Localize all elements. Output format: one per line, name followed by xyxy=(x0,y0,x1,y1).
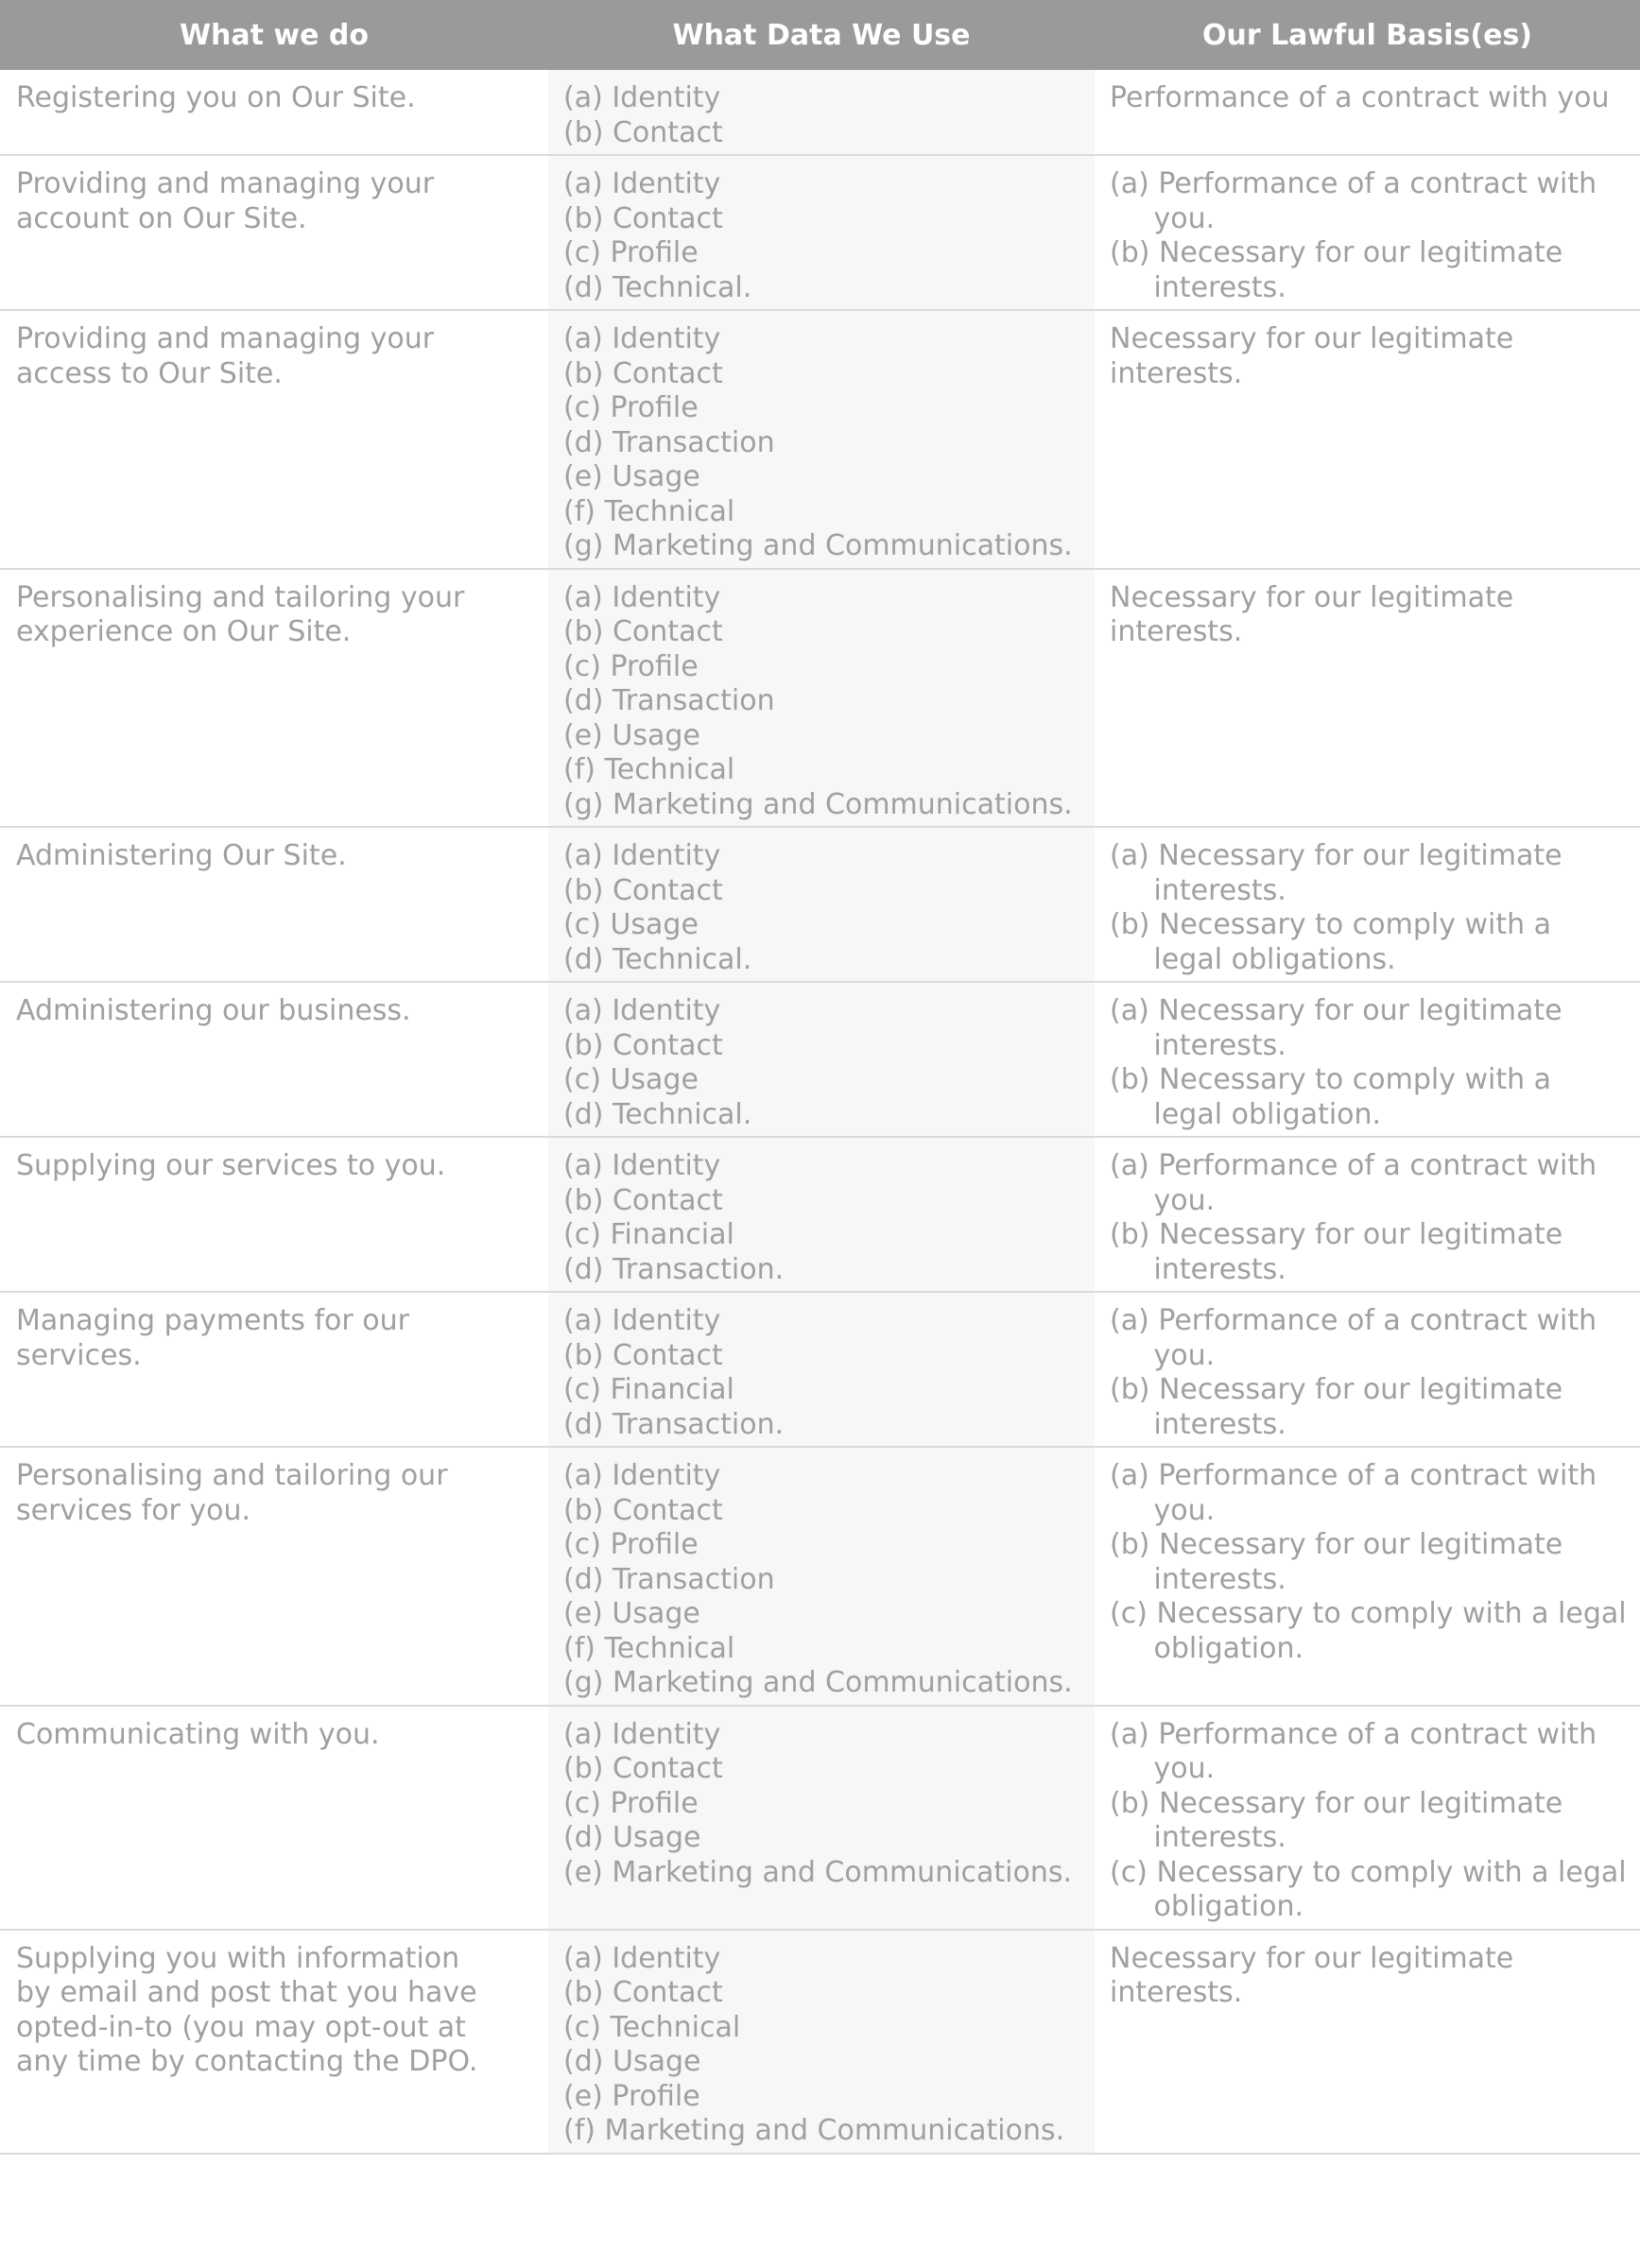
data-category-item: (f) Technical xyxy=(563,494,735,528)
data-category-item: (b) Contact xyxy=(563,1493,723,1527)
activity-cell xyxy=(0,310,548,569)
data-category-item: (e) Usage xyxy=(563,718,700,752)
data-used-cell xyxy=(548,569,1095,828)
activity-cell xyxy=(0,1447,548,1706)
data-used-cell xyxy=(548,1930,1095,2154)
data-category-item: (c) Profile xyxy=(563,391,699,424)
activity-text: Managing payments for our xyxy=(16,1304,409,1337)
lawful-basis-cell xyxy=(1095,70,1640,155)
activity-text: Providing and managing your xyxy=(16,167,435,200)
data-category-item: (b) Contact xyxy=(563,615,723,648)
activity-text: account on Our Site. xyxy=(16,201,307,235)
lawful-basis-cell xyxy=(1095,310,1640,569)
activity-text: Personalising and tailoring our xyxy=(16,1459,448,1492)
lawful-basis-item: (a) Necessary for our legitimate interests. xyxy=(1110,839,1562,907)
activity-text: services for you. xyxy=(16,1493,251,1527)
data-used-cell xyxy=(548,1706,1095,1930)
data-used-cell xyxy=(548,827,1095,982)
lawful-basis-item: (b) Necessary for our legitimate interests. xyxy=(1110,236,1563,304)
data-category-item: (a) Identity xyxy=(563,1717,721,1751)
header-lawful-basis: Our Lawful Basis(es) xyxy=(1095,0,1640,70)
data-category-item: (c) Financial xyxy=(563,1218,734,1251)
activity-text: access to Our Site. xyxy=(16,356,283,390)
lawful-basis-text: Necessary for our legitimate xyxy=(1110,580,1514,614)
data-category-item: (d) Technical. xyxy=(563,1097,752,1131)
data-category-item: (a) Identity xyxy=(563,1304,721,1337)
lawful-basis-item: (a) Necessary for our legitimate interests. xyxy=(1110,994,1562,1062)
data-category-item: (b) Contact xyxy=(563,1183,723,1217)
data-category-item: (d) Technical. xyxy=(563,270,752,304)
lawful-basis-item: (b) Necessary for our legitimate interests. xyxy=(1110,1218,1563,1286)
data-category-item: (b) Contact xyxy=(563,873,723,907)
data-category-item: (d) Transaction xyxy=(563,684,775,717)
activity-text: Communicating with you. xyxy=(16,1717,380,1751)
table-row xyxy=(0,1137,1640,1292)
lawful-basis-cell xyxy=(1095,155,1640,310)
data-category-item: (d) Usage xyxy=(563,1821,701,1854)
lawful-basis-item: (b) Necessary to comply with a legal obligations. xyxy=(1110,908,1552,976)
activity-text: Supplying our services to you. xyxy=(16,1149,446,1182)
activity-cell xyxy=(0,155,548,310)
data-category-item: (c) Financial xyxy=(563,1373,734,1406)
data-category-item: (b) Contact xyxy=(563,1338,723,1372)
data-category-item: (b) Contact xyxy=(563,1028,723,1062)
data-used-cell xyxy=(548,982,1095,1137)
lawful-basis-item: (b) Necessary to comply with a legal obligation. xyxy=(1110,1063,1552,1131)
lawful-basis-cell xyxy=(1095,1930,1640,2154)
lawful-basis-text: Performance of a contract with you xyxy=(1110,81,1610,114)
data-used-cell xyxy=(548,155,1095,310)
header-row xyxy=(0,0,1640,70)
table-row xyxy=(0,1447,1640,1706)
table-row xyxy=(0,310,1640,569)
activity-text: Administering Our Site. xyxy=(16,839,347,872)
lawful-basis-cell xyxy=(1095,1137,1640,1292)
data-category-item: (f) Technical xyxy=(563,1631,735,1665)
lawful-basis-item: (a) Performance of a contract with you. xyxy=(1110,1717,1597,1785)
activity-text: Providing and managing your xyxy=(16,322,435,355)
lawful-basis-cell xyxy=(1095,827,1640,982)
lawful-basis-item: (c) Necessary to comply with a legal obligation. xyxy=(1110,1597,1627,1665)
activity-text: Personalising and tailoring your xyxy=(16,580,465,614)
lawful-basis-text: interests. xyxy=(1110,356,1243,390)
lawful-basis-item: (a) Performance of a contract with you. xyxy=(1110,167,1597,235)
data-category-item: (c) Profile xyxy=(563,649,699,683)
data-category-item: (g) Marketing and Communications. xyxy=(563,787,1073,821)
lawful-basis-item: (a) Performance of a contract with you. xyxy=(1110,1149,1597,1217)
data-category-item: (c) Usage xyxy=(563,1063,699,1096)
lawful-basis-item: (a) Performance of a contract with you. xyxy=(1110,1304,1597,1372)
activity-text: opted-in-to (you may opt-out at xyxy=(16,2010,466,2044)
data-category-item: (b) Contact xyxy=(563,356,723,390)
data-category-item: (c) Profile xyxy=(563,1786,699,1820)
data-category-item: (g) Marketing and Communications. xyxy=(563,529,1073,562)
data-category-item: (d) Transaction. xyxy=(563,1252,785,1286)
data-category-item: (e) Marketing and Communications. xyxy=(563,1855,1073,1889)
lawful-basis-text: interests. xyxy=(1110,615,1243,648)
data-category-item: (a) Identity xyxy=(563,580,721,614)
activity-text: Administering our business. xyxy=(16,994,411,1027)
activity-cell xyxy=(0,70,548,155)
lawful-basis-item: (b) Necessary for our legitimate interests. xyxy=(1110,1528,1563,1596)
data-category-item: (f) Marketing and Communications. xyxy=(563,2114,1065,2147)
data-category-item: (c) Profile xyxy=(563,1528,699,1561)
activity-text: by email and post that you have xyxy=(16,1976,477,2009)
activity-text: experience on Our Site. xyxy=(16,615,352,648)
data-category-item: (d) Usage xyxy=(563,2045,701,2078)
data-category-item: (e) Profile xyxy=(563,2079,700,2113)
data-category-item: (c) Profile xyxy=(563,236,699,269)
lawful-basis-cell xyxy=(1095,569,1640,828)
data-category-item: (e) Usage xyxy=(563,460,700,493)
activity-cell xyxy=(0,982,548,1137)
lawful-basis-item: (a) Performance of a contract with you. xyxy=(1110,1459,1597,1527)
table-row xyxy=(0,982,1640,1137)
table-header xyxy=(0,0,1640,70)
lawful-basis-item: (b) Necessary for our legitimate interests. xyxy=(1110,1373,1563,1441)
lawful-basis-cell xyxy=(1095,982,1640,1137)
data-category-item: (a) Identity xyxy=(563,839,721,872)
data-category-item: (d) Technical. xyxy=(563,942,752,976)
data-category-item: (a) Identity xyxy=(563,1941,721,1975)
table-row xyxy=(0,1930,1640,2154)
data-category-item: (d) Transaction xyxy=(563,425,775,459)
lawful-basis-item: (c) Necessary to comply with a legal obligation. xyxy=(1110,1855,1627,1923)
activity-cell xyxy=(0,827,548,982)
data-used-cell xyxy=(548,70,1095,155)
lawful-basis-text: interests. xyxy=(1110,1976,1243,2009)
data-category-item: (b) Contact xyxy=(563,115,723,149)
data-category-item: (e) Usage xyxy=(563,1597,700,1630)
header-what-data-we-use: What Data We Use xyxy=(548,0,1095,70)
lawful-basis-cell xyxy=(1095,1292,1640,1447)
data-category-item: (g) Marketing and Communications. xyxy=(563,1666,1073,1699)
data-used-cell xyxy=(548,1292,1095,1447)
data-category-item: (a) Identity xyxy=(563,1149,721,1182)
table-row xyxy=(0,155,1640,310)
data-used-cell xyxy=(548,1137,1095,1292)
activity-text: Supplying you with information xyxy=(16,1941,460,1975)
data-category-item: (c) Technical xyxy=(563,2010,741,2044)
lawful-basis-text: Necessary for our legitimate xyxy=(1110,1941,1514,1975)
lawful-basis-item: (b) Necessary for our legitimate interests. xyxy=(1110,1786,1563,1854)
data-category-item: (a) Identity xyxy=(563,322,721,355)
data-category-item: (d) Transaction. xyxy=(563,1407,785,1441)
activity-text: Registering you on Our Site. xyxy=(16,81,416,114)
lawful-basis-text: Necessary for our legitimate xyxy=(1110,322,1514,355)
activity-cell xyxy=(0,1137,548,1292)
table-row xyxy=(0,569,1640,828)
activity-text: any time by contacting the DPO. xyxy=(16,2045,478,2078)
data-category-item: (f) Technical xyxy=(563,753,735,786)
data-category-item: (b) Contact xyxy=(563,201,723,235)
data-used-cell xyxy=(548,1447,1095,1706)
table-row xyxy=(0,1706,1640,1930)
activity-text: services. xyxy=(16,1338,142,1372)
table-row xyxy=(0,70,1640,155)
data-category-item: (a) Identity xyxy=(563,81,721,114)
data-category-item: (a) Identity xyxy=(563,1459,721,1492)
table-row xyxy=(0,827,1640,982)
activity-cell xyxy=(0,1292,548,1447)
activity-cell xyxy=(0,569,548,828)
activity-cell xyxy=(0,1930,548,2154)
data-category-item: (c) Usage xyxy=(563,908,699,941)
lawful-basis-cell xyxy=(1095,1447,1640,1706)
data-category-item: (a) Identity xyxy=(563,994,721,1027)
header-what-we-do: What we do xyxy=(0,0,548,70)
table-body xyxy=(0,70,1640,2154)
activity-cell xyxy=(0,1706,548,1930)
data-category-item: (a) Identity xyxy=(563,167,721,200)
data-used-cell xyxy=(548,310,1095,569)
table-row xyxy=(0,1292,1640,1447)
data-category-item: (d) Transaction xyxy=(563,1562,775,1596)
lawful-basis-cell xyxy=(1095,1706,1640,1930)
data-category-item: (b) Contact xyxy=(563,1976,723,2009)
data-category-item: (b) Contact xyxy=(563,1752,723,1785)
